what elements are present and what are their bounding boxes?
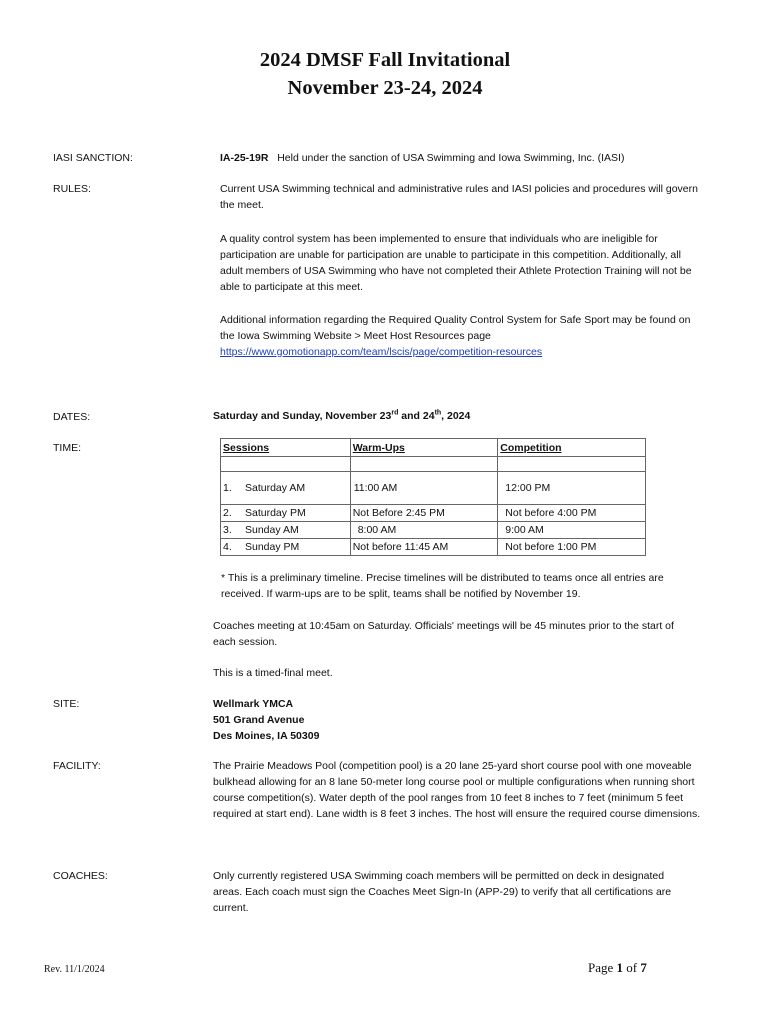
dates-part-1: Saturday and Sunday, November 23 <box>213 410 392 422</box>
sanction-label: IASI SANCTION: <box>53 152 133 164</box>
rules-paragraph-3 <box>220 312 700 360</box>
competition-time: Not before 1:00 PM <box>505 541 597 553</box>
session-number: 2. <box>223 507 232 519</box>
table-row <box>221 539 646 556</box>
page-of: of <box>623 960 641 975</box>
sanction-description: Held under the sanction of USA Swimming and Iowa Swimming, Inc. (IASI) <box>277 152 625 164</box>
session-schedule-table <box>220 438 646 556</box>
page-prefix: Page <box>588 960 617 975</box>
session-number: 1. <box>223 482 232 494</box>
revision-date: Rev. 11/1/2024 <box>44 964 105 975</box>
coaches-label: COACHES: <box>53 870 108 882</box>
sanction-text <box>220 150 720 166</box>
header-sessions: Sessions <box>221 439 351 457</box>
timeline-note: * This is a preliminary timeline. Precise timelines will be distributed to teams once all entries are received. If warm-ups are to be split, teams shall be notified by November 19. <box>221 572 664 600</box>
title-line-2: November 23-24, 2024 <box>287 77 483 99</box>
table-row <box>221 505 646 522</box>
header-competition: Competition <box>498 439 646 457</box>
table-header-row <box>221 439 646 457</box>
site-name: Wellmark YMCA <box>213 698 294 710</box>
dates-text <box>213 408 693 424</box>
dates-part-2: and 24 <box>398 410 435 422</box>
facility-text: The Prairie Meadows Pool (competition pool) is a 20 lane 25-yard short course pool with one moveable bulkhead allowing for an 8 lane 50-meter long course pool or multiple configurations when running short course competition(s). Water depth of the pool ranges from 10 feet 8 inches to 7 feet (minimum 5 feet required at start end). Lane width is 8 feet 3 inches. The host will ensure the required course dimensions. <box>213 760 701 820</box>
header-warm-ups: Warm-Ups <box>350 439 498 457</box>
session-number: 3. <box>223 524 232 536</box>
sanction-code: IA-25-19R <box>220 152 269 164</box>
dates-label: DATES: <box>53 411 91 423</box>
rules-paragraph-3-text: Additional information regarding the Required Quality Control System for Safe Sport may be found on the Iowa Swimming Website > Meet Host Resources page <box>220 314 691 342</box>
rules-paragraph-2: A quality control system has been implemented to ensure that individuals who are ineligible for participation are unable for participation are unable to participate in this competition. Additionally, all adult members of USA Swimming who have not completed their Athlete Protection Training will not be able to participate at this meet. <box>220 233 692 293</box>
site-street: 501 Grand Avenue <box>213 714 305 726</box>
facility-label: FACILITY: <box>53 760 101 772</box>
coaches-meeting-text: Coaches meeting at 10:45am on Saturday. Officials' meetings will be 45 minutes prior to the start of each session. <box>213 620 674 648</box>
session-name: Saturday PM <box>245 507 306 519</box>
competition-time: 12:00 PM <box>505 482 551 494</box>
session-name: Sunday PM <box>245 541 300 553</box>
warmup-time: 11:00 AM <box>353 482 398 494</box>
table-row <box>221 522 646 539</box>
page-number <box>588 960 647 976</box>
session-name: Sunday AM <box>245 524 299 536</box>
coaches-text: Only currently registered USA Swimming coach members will be permitted on deck in designated areas. Each coach must sign the Coaches Meet Sign-In (APP-29) to verify that all certifications are current. <box>213 870 672 914</box>
table-spacer-row <box>221 457 646 472</box>
dates-sup-2: th <box>434 409 442 417</box>
page-total: 7 <box>640 960 647 975</box>
time-label: TIME: <box>53 442 81 454</box>
dates-part-3: , 2024 <box>441 410 471 422</box>
document-title <box>0 46 770 102</box>
session-number: 4. <box>223 541 232 553</box>
competition-resources-link[interactable]: https://www.gomotionapp.com/team/lscis/page/competition-resources <box>220 346 543 358</box>
warmup-time: Not before 11:45 AM <box>352 541 449 553</box>
competition-time: Not before 4:00 PM <box>505 507 597 519</box>
site-label: SITE: <box>53 698 80 710</box>
site-city: Des Moines, IA 50309 <box>213 730 320 742</box>
warmup-time: 8:00 AM <box>357 524 397 536</box>
site-address <box>213 696 513 744</box>
page-current: 1 <box>616 960 624 975</box>
rules-paragraph-1: Current USA Swimming technical and administrative rules and IASI policies and procedures will govern the meet. <box>220 183 698 211</box>
table-row <box>221 472 646 505</box>
warmup-time: Not Before 2:45 PM <box>352 507 445 519</box>
session-name: Saturday AM <box>245 482 306 494</box>
rules-label: RULES: <box>53 183 91 195</box>
timed-final-text: This is a timed-final meet. <box>213 667 333 679</box>
competition-time: 9:00 AM <box>505 524 544 536</box>
dates-sup-1: rd <box>391 409 399 417</box>
title-line-1: 2024 DMSF Fall Invitational <box>259 49 511 71</box>
